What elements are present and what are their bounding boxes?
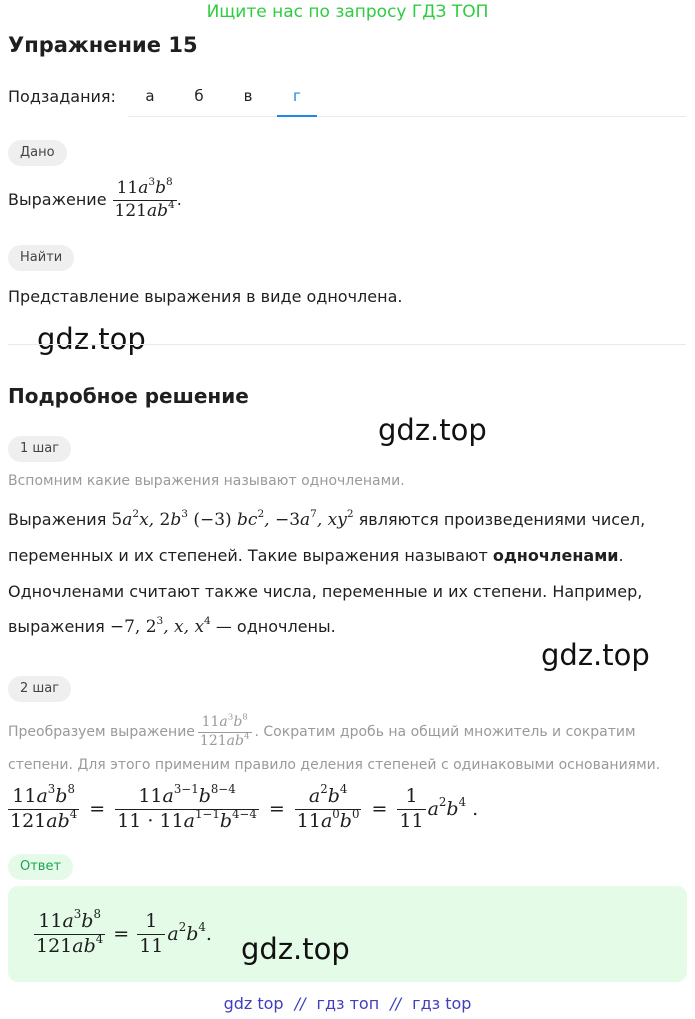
step1-line2-start: переменных и их степеней. Такие выражения называют <box>8 546 488 565</box>
step1-monomials-expr: $5a^2x$, $2b^3$ (−3) $bc^2$, $-3a^7$, $xy^2$ <box>111 508 354 530</box>
step1-line1-start: Выражения <box>8 510 107 529</box>
section-divider <box>8 344 686 345</box>
step2-pill: 2 шаг <box>8 676 71 702</box>
monomials-term: одночленами <box>492 546 619 565</box>
watermark-1: gdz.top <box>37 322 146 356</box>
watermark-4: gdz.top <box>241 932 350 966</box>
watermark-3: gdz.top <box>541 638 650 672</box>
find-pill: Найти <box>8 245 74 271</box>
step1-pill: 1 шаг <box>8 436 71 462</box>
step1-line2 <box>8 542 624 570</box>
watermark-2: gdz.top <box>378 413 487 447</box>
answer-box <box>8 886 687 982</box>
step2-hint-start: Преобразуем выражение <box>8 724 195 740</box>
step2-hint-end: . Сократим дробь на общий множитель и сократим <box>254 724 636 740</box>
subtask-tab-v[interactable]: в <box>243 87 253 105</box>
footer-separator-2: // <box>390 994 402 1013</box>
given-period: . <box>176 190 182 209</box>
subtask-tabs <box>128 80 686 117</box>
given-pill: Дано <box>8 140 67 166</box>
step1-line4-end: — одночлены. <box>215 617 336 636</box>
find-text: Представление выражения в виде одночлена. <box>8 287 403 306</box>
given-fraction: $\frac{11a^3b^8}{121ab^4}$ <box>114 176 175 221</box>
solution-heading: Подробное решение <box>8 384 249 408</box>
subtasks-label: Подзадания: <box>8 87 116 106</box>
answer-equation: $\frac{11a^3b^8}{121ab^4}$ = $\frac{1}{11}$ $a^2b^4$ . <box>36 906 212 957</box>
step1-line1 <box>8 506 645 534</box>
subtask-tab-g[interactable]: г <box>277 84 317 117</box>
exercise-title: Упражнение 15 <box>8 33 198 57</box>
step1-line1-end: являются произведениями чисел, <box>358 510 646 529</box>
step1-hint: Вспомним какие выражения называют одночленами. <box>8 473 405 489</box>
given-text: Выражение <box>8 190 107 209</box>
given-statement <box>8 172 182 228</box>
footer-link-3[interactable]: гдз top <box>412 994 472 1013</box>
footer-link-2[interactable]: гдз топ <box>316 994 380 1013</box>
step1-examples-expr: −7, $2^3$, x, $x^4$ <box>109 615 211 637</box>
step1-line4 <box>8 613 336 641</box>
footer-links <box>0 992 695 1016</box>
step1-line3: Одночленами считают также числа, переменные и их степени. Например, <box>8 582 643 601</box>
step1-line2-end: . <box>618 546 624 565</box>
subtask-tab-a[interactable]: а <box>145 87 155 105</box>
footer-separator-1: // <box>294 994 306 1013</box>
step2-equation: $\frac{11a^3b^8}{121ab^4}$ = $\frac{11a^{3-1}b^{8-4}}{11 \cdot 11a^{1-1}b^{4-4}}$ = $\frac{a^2b^4}{11a^0b^0}$ = $\frac{1}{11}$ $a^2b^4$ . <box>10 781 479 832</box>
answer-pill: Ответ <box>8 854 73 880</box>
subtask-tab-b[interactable]: б <box>194 87 204 105</box>
step1-line4-start: выражения <box>8 617 105 636</box>
top-banner[interactable]: Ищите нас по запросу ГДЗ ТОП <box>206 2 489 22</box>
step2-hint-fraction: $\frac{11a^3b^8}{121ab^4}$ <box>199 712 250 749</box>
step2-hint-line2: степени. Для этого применим правило деления степеней с одинаковыми основаниями. <box>8 757 661 773</box>
footer-link-1[interactable]: gdz top <box>223 994 284 1013</box>
